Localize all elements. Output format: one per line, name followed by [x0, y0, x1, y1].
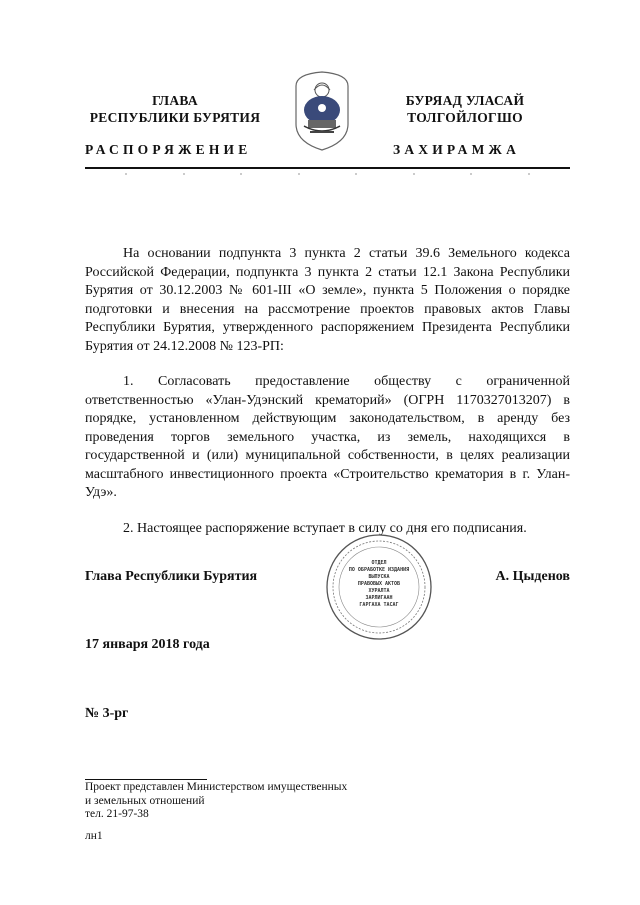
header-left — [85, 92, 265, 126]
header-right-title: БУРЯАД УЛАСАЙ — [405, 93, 525, 108]
stamp-line: ОТДЕЛ — [371, 560, 387, 566]
header-divider — [85, 167, 570, 169]
signatory-name: А. Цыденов — [495, 569, 570, 584]
item-1-paragraph: 1. Согласовать предоставление обществу с ограниченной ответственностью «Улан-Удэнский крематорий» (ОГРН 1170327013207) в порядке, установленном действующим законодательством, в аренду без проведения торгов земельного участка, из земель, находящихся в государственной и (или) муниципальной собственности, в целях реализации масштабного инвестиционного проекта «Строительство крематория в г. Улан-Удэ». — [85, 374, 570, 500]
document-body — [85, 245, 570, 538]
official-stamp — [324, 532, 434, 642]
preamble-paragraph: На основании подпункта 3 пункта 2 статьи 39.6 Земельного кодекса Российской Федерации, подпункта 3 пункта 2 статьи 12.1 Закона Республики Бурятия от 30.12.2003 № 601-III «О земле», пункта 5 Положения о порядке подготовки и внесения на рассмотрение проектов правовых актов Главы Республики Бурятия, утвержденного распоряжением Президента Республики Бурятия от 24.12.2008 № 123-РП: — [85, 246, 570, 354]
signatory-position: Глава Республики Бурятия — [85, 569, 258, 584]
header-right — [380, 92, 550, 126]
footnote-divider — [85, 779, 207, 780]
dotted-line — [85, 173, 570, 179]
header-right-subtitle: ТОЛГОЙЛОГШО — [407, 110, 523, 125]
doc-type-left: РАСПОРЯЖЕНИЕ — [85, 142, 252, 157]
stamp-line: ВЫПУСКА — [368, 574, 390, 580]
stamp-text — [346, 560, 412, 609]
footnote-line: и земельных отношений — [85, 794, 205, 807]
doc-type-right: ЗАХИРАМЖА — [393, 142, 521, 157]
stamp-line: ПРАВОВЫХ АКТОВ — [357, 581, 401, 587]
stamp-line: ХУРАЛТА — [368, 588, 390, 594]
document-number: № 3-рг — [85, 706, 129, 721]
header-left-subtitle: РЕСПУБЛИКИ БУРЯТИЯ — [89, 110, 261, 125]
stamp-line: ГАРГАХА ТАСАГ — [359, 602, 399, 608]
footnote-phone: тел. 21-97-38 — [85, 808, 149, 820]
coat-of-arms-icon — [290, 68, 354, 152]
stamp-line: ЗАРЛИГААН — [365, 595, 393, 601]
footnote-line: Проект представлен Министерством имущественных — [85, 781, 348, 793]
header-left-title: ГЛАВА — [152, 93, 198, 108]
footnote — [85, 781, 347, 843]
stamp-line: ПО ОБРАБОТКЕ ИЗДАНИЯ — [348, 567, 410, 573]
item-2-paragraph: 2. Настоящее распоряжение вступает в силу со дня его подписания. — [123, 520, 527, 536]
footnote-code: лн1 — [85, 829, 103, 842]
document-date: 17 января 2018 года — [85, 637, 210, 652]
